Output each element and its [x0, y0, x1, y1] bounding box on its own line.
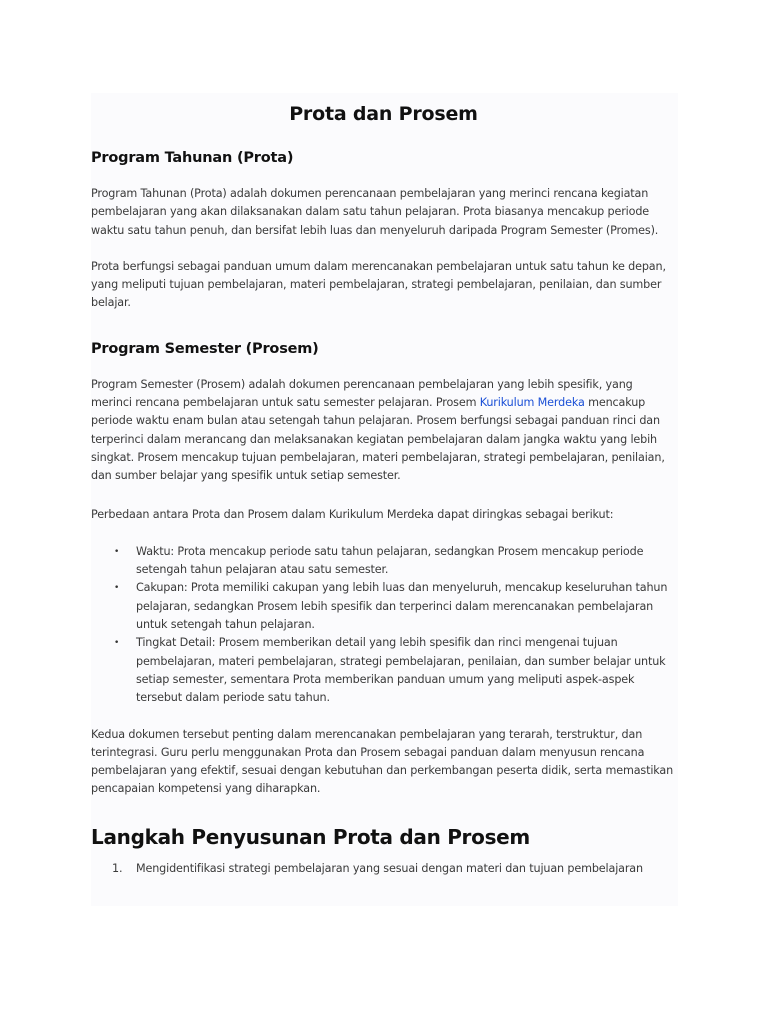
- list-item: [91, 860, 676, 878]
- list-item-text: Waktu: Prota mencakup periode satu tahun pelajaran, sedangkan Prosem mencakup periode setengah tahun pelajaran atau satu semester.: [136, 544, 644, 577]
- list-item: [91, 543, 676, 580]
- document-content: [91, 98, 678, 878]
- document-page: [91, 93, 678, 906]
- list-item-text: Tingkat Detail: Prosem memberikan detail yang lebih spesifik dan rinci mengenai tujuan pembelajaran, materi pembelajaran, strategi pembelajaran, penilaian, dan sumber belajar untuk setiap semester, sementara Prota memberikan panduan umum yang meliputi aspek-aspek tersebut dalam periode satu tahun.: [136, 636, 666, 705]
- prosem-text-after-link: mencakup periode waktu enam bulan atau setengah tahun pelajaran. Prosem berfungsi sebagai panduan rinci dan terperinci dalam merancang dan melaksanakan kegiatan pembelajaran dalam jangka waktu yang lebih singkat. Prosem mencakup tujuan pembelajaran, materi pembelajaran, strategi pembelajaran, penilaian, dan sumber belajar yang spesifik untuk setiap semester.: [91, 396, 665, 483]
- list-item: [91, 634, 676, 707]
- prota-function-paragraph: Prota berfungsi sebagai panduan umum dalam merencanakan pembelajaran untuk satu tahun ke depan, yang meliputi tujuan pembelajaran, materi pembelajaran, strategi pembelajaran, penilaian, dan sumber belajar.: [91, 259, 666, 310]
- prosem-definition-paragraph: [91, 376, 676, 486]
- step-text: Mengidentifikasi strategi pembelajaran yang sesuai dengan materi dan tujuan pembelajaran: [136, 861, 643, 875]
- step-number: 1.: [112, 861, 123, 875]
- page-title: Prota dan Prosem: [289, 103, 478, 125]
- steps-list: [91, 860, 676, 878]
- list-item-text: Cakupan: Prota memiliki cakupan yang lebih luas dan menyeluruh, mencakup keseluruhan tahun pelajaran, sedangkan Prosem lebih spesifik dan terperinci dalam merencanakan pembelajaran untuk setengah tahun pelajaran.: [136, 581, 668, 632]
- conclusion-paragraph: Kedua dokumen tersebut penting dalam merencanakan pembelajaran yang terarah, terstruktur, dan terintegrasi. Guru perlu menggunakan Prota dan Prosem sebagai panduan dalam menyusun rencana pembelajaran yang efektif, sesuai dengan kebutuhan dan perkembangan peserta didik, serta memastikan pencapaian kompetensi yang diharapkan.: [91, 727, 674, 796]
- kurikulum-merdeka-link[interactable]: Kurikulum Merdeka: [479, 396, 585, 410]
- bullet-icon: •: [114, 638, 120, 649]
- bullet-icon: •: [114, 546, 120, 557]
- bullet-icon: •: [114, 583, 120, 594]
- heading-program-tahunan: Program Tahunan (Prota): [91, 150, 294, 166]
- heading-langkah-penyusunan: Langkah Penyusunan Prota dan Prosem: [91, 824, 530, 849]
- list-item: [91, 579, 676, 634]
- differences-intro-paragraph: Perbedaan antara Prota dan Prosem dalam Kurikulum Merdeka dapat diringkas sebagai berikut:: [91, 507, 614, 521]
- differences-list: [91, 543, 676, 708]
- heading-program-semester: Program Semester (Prosem): [91, 340, 319, 357]
- prosem-text-before-link: Program Semester (Prosem) adalah dokumen perencanaan pembelajaran yang lebih spesifik, yang merinci rencana pembelajaran untuk satu semester pelajaran. Prosem: [91, 377, 633, 410]
- prota-definition-paragraph: Program Tahunan (Prota) adalah dokumen perencanaan pembelajaran yang merinci rencana kegiatan pembelajaran yang akan dilaksanakan dalam satu tahun pelajaran. Prota biasanya mencakup periode waktu satu tahun penuh, dan bersifat lebih luas dan menyeluruh daripada Program Semester (Promes).: [91, 187, 659, 237]
